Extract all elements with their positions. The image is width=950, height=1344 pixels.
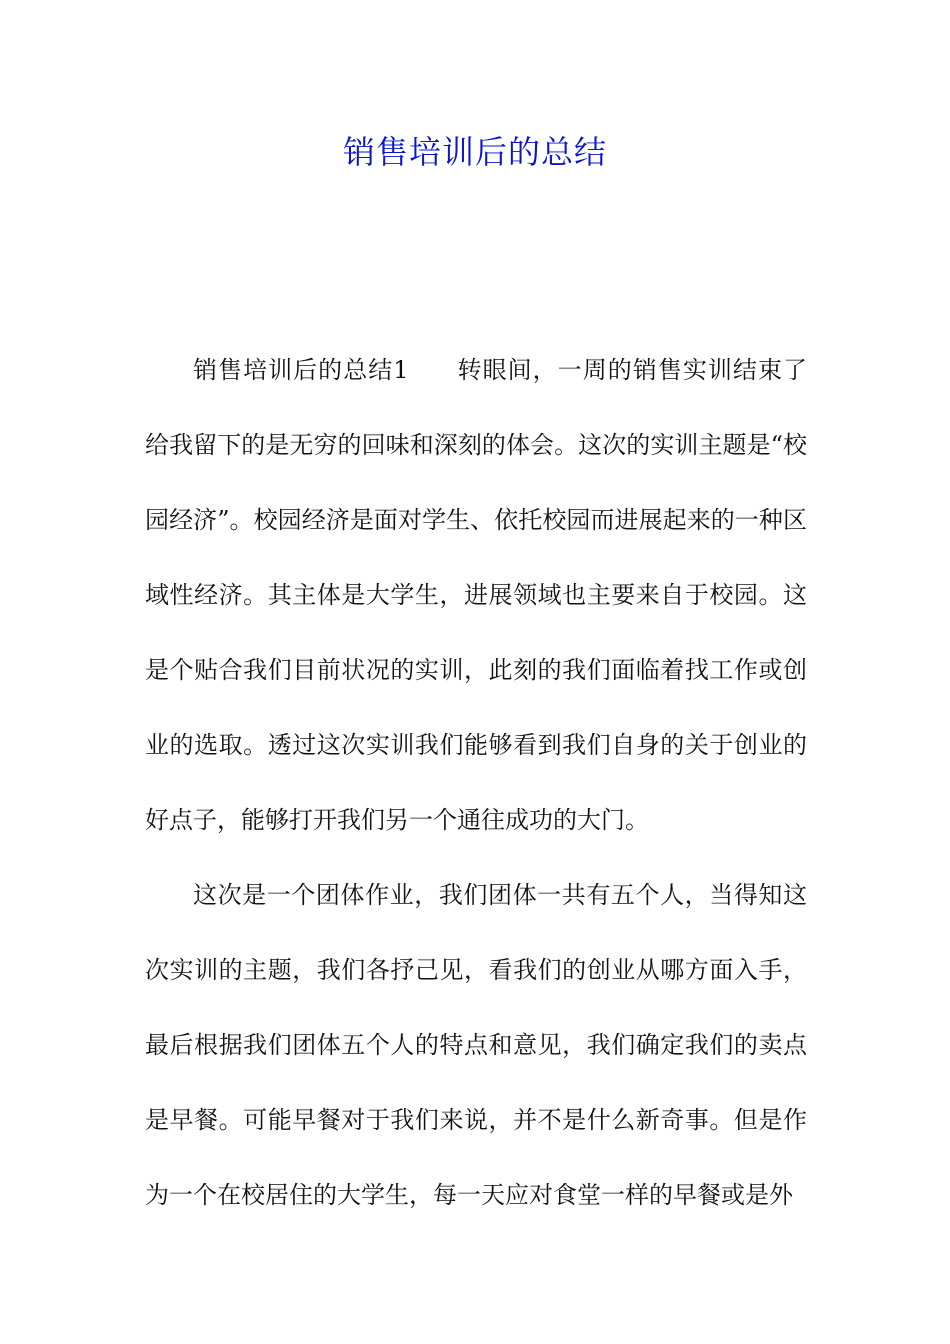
- document-body: [145, 333, 807, 1233]
- document-title: 销售培训后的总结: [342, 133, 607, 171]
- paragraph-1: [145, 333, 807, 858]
- paragraph-1-text: 转眼间，一周的销售实训结束了给我留下的是无穷的回味和深刻的体会。这次的实训主题是“校园经济”。校园经济是面对学生、依托校园而进展起来的一种区域性经济。其主体是大学生，进展领域也主要来自于校园。这是个贴合我们目前状况的实训，此刻的我们面临着找工作或创业的选取。透过这次实训我们能够看到我们自身的关于创业的好点子，能够打开我们另一个通往成功的大门。: [145, 356, 807, 834]
- paragraph-2: [145, 858, 807, 1233]
- paragraph-1-heading: 销售培训后的总结1: [193, 356, 409, 384]
- paragraph-2-text: 这次是一个团体作业，我们团体一共有五个人，当得知这次实训的主题，我们各抒己见，看我们的创业从哪方面入手，最后根据我们团体五个人的特点和意见，我们确定我们的卖点是早餐。可能早餐对于我们来说，并不是什么新奇事。但是作为一个在校居住的大学生，每一天应对食堂一样的早餐或是外: [145, 881, 807, 1209]
